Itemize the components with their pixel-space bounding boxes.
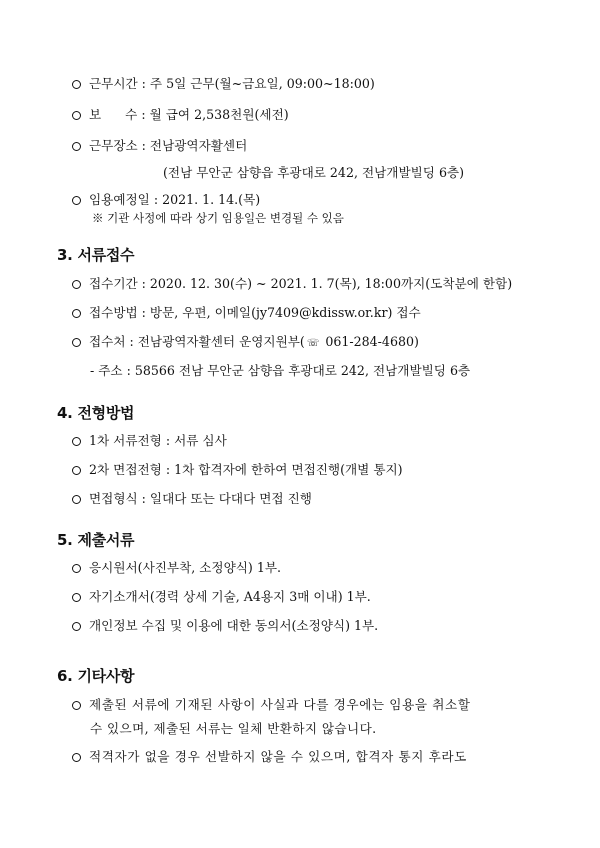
circle-bullet-icon — [72, 701, 81, 710]
workplace-text: 근무장소 : 전남광역자활센터 — [89, 138, 248, 153]
circle-bullet-icon — [72, 111, 81, 120]
circle-bullet-icon — [72, 309, 81, 318]
submission-place-item — [72, 334, 419, 352]
start-date-item — [72, 192, 260, 208]
selection-item — [72, 433, 227, 449]
submission-place-prefix: 접수처 : 전남광역자활센터 운영지원부( — [89, 334, 305, 349]
selection-item — [72, 462, 403, 478]
other-item-1-line-2: 수 있으며, 제출된 서류는 일체 반환하지 않습니다. — [90, 721, 377, 736]
circle-bullet-icon — [72, 593, 81, 602]
circle-bullet-icon — [72, 466, 81, 475]
document-item-text: 자기소개서(경력 상세 기술, A4용지 3매 이내) 1부. — [89, 589, 371, 604]
circle-bullet-icon — [72, 622, 81, 631]
circle-bullet-icon — [72, 564, 81, 573]
workplace-address: (전남 무안군 삼향읍 후광대로 242, 전남개발빌딩 6층) — [163, 165, 465, 180]
circle-bullet-icon — [72, 80, 81, 89]
circle-bullet-icon — [72, 753, 81, 762]
salary-item — [72, 107, 289, 123]
salary-text: 보 수 : 월 급여 2,538천원(세전) — [89, 107, 289, 122]
other-item-1-line-1: 제출된 서류에 기재된 사항이 사실과 다를 경우에는 임용을 취소할 — [89, 697, 471, 712]
submission-period-item — [72, 276, 512, 292]
circle-bullet-icon — [72, 338, 81, 347]
document-item — [72, 560, 281, 576]
selection-item-text: 면접형식 : 일대다 또는 다대다 면접 진행 — [89, 491, 312, 506]
start-date-note: ※ 기관 사정에 따라 상기 임용일은 변경될 수 있음 — [92, 211, 344, 225]
circle-bullet-icon — [72, 495, 81, 504]
other-item-2 — [72, 749, 467, 765]
other-item-2-line-1: 적격자가 없을 경우 선발하지 않을 수 있으며, 합격자 통지 후라도 — [89, 749, 467, 764]
selection-item — [72, 491, 312, 507]
submission-method-text: 접수방법 : 방문, 우편, 이메일(jy7409@kdissw.or.kr) 접수 — [89, 305, 421, 320]
circle-bullet-icon — [72, 280, 81, 289]
section-6-heading: 6. 기타사항 — [57, 667, 135, 685]
document-item-text: 개인정보 수집 및 이용에 대한 동의서(소정양식) 1부. — [89, 618, 379, 633]
document-item — [72, 618, 378, 634]
circle-bullet-icon — [72, 437, 81, 446]
section-3-heading: 3. 서류접수 — [57, 246, 135, 264]
circle-bullet-icon — [72, 142, 81, 151]
document-item — [72, 589, 371, 605]
work-hours-text: 근무시간 : 주 5일 근무(월~금요일, 09:00~18:00) — [89, 76, 375, 91]
selection-item-text: 2차 면접전형 : 1차 합격자에 한하여 면접진행(개별 통지) — [89, 462, 403, 477]
selection-item-text: 1차 서류전형 : 서류 심사 — [89, 433, 227, 448]
start-date-text: 임용예정일 : 2021. 1. 14.(목) — [89, 192, 261, 207]
section-4-heading: 4. 전형방법 — [57, 404, 135, 422]
submission-period-text: 접수기간 : 2020. 12. 30(수) ~ 2021. 1. 7(목), 18:00까지(도착분에 한함) — [89, 276, 513, 291]
phone-icon: ☏ — [306, 338, 320, 349]
workplace-item — [72, 138, 247, 154]
section-5-heading: 5. 제출서류 — [57, 531, 135, 549]
other-item-1 — [72, 697, 471, 713]
work-hours-item — [72, 76, 375, 92]
document-item-text: 응시원서(사진부착, 소정양식) 1부. — [89, 560, 282, 575]
submission-method-item — [72, 305, 421, 321]
submission-address: - 주소 : 58566 전남 무안군 삼향읍 후광대로 242, 전남개발빌딩 6층 — [90, 363, 471, 378]
circle-bullet-icon — [72, 196, 81, 205]
submission-place-suffix: 061-284-4680) — [321, 334, 419, 349]
